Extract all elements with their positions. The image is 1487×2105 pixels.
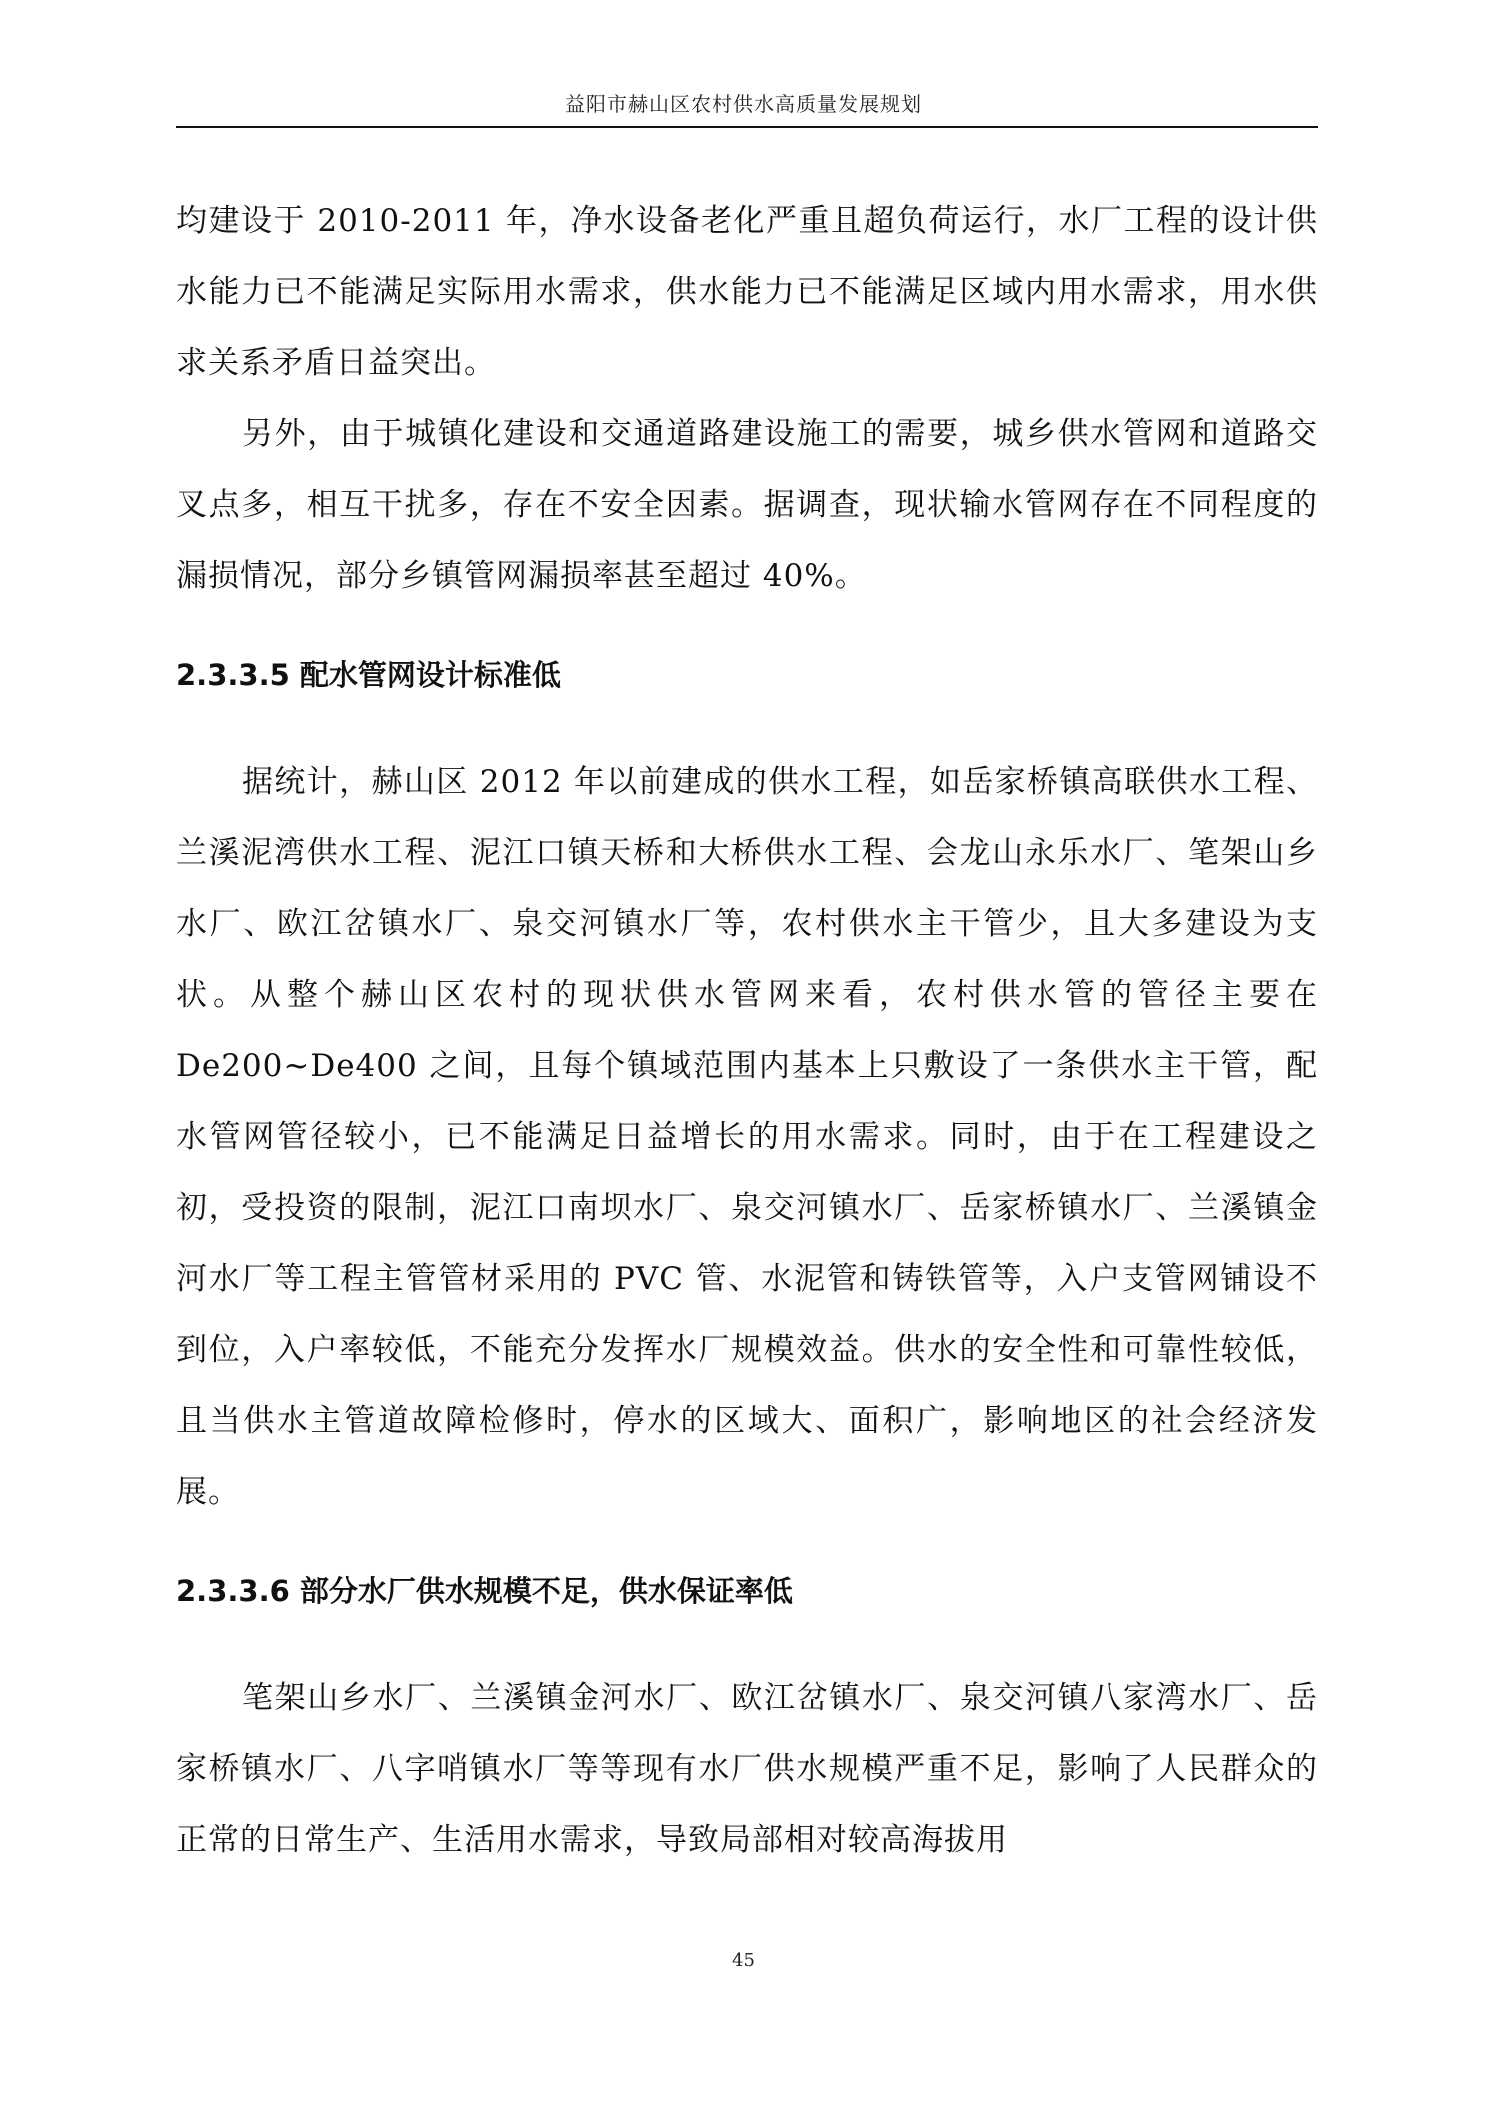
paragraph-pipe-network-safety: 另外，由于城镇化建设和交通道路建设施工的需要，城乡供水管网和道路交叉点多，相互干扰多，存在不安全因素。据调查，现状输水管网存在不同程度的漏损情况，部分乡镇管网漏损率甚至超过 40%。 xyxy=(176,416,1318,594)
paragraph-plant-capacity: 笔架山乡水厂、兰溪镇金河水厂、欧江岔镇水厂、泉交河镇八家湾水厂、岳家桥镇水厂、八字哨镇水厂等等现有水厂供水规模严重不足，影响了人民群众的正常的日常生产、生活用水需求，导致局部相对较高海拔用 xyxy=(176,1680,1318,1858)
paragraph-continued: 均建设于 2010-2011 年，净水设备老化严重且超负荷运行，水厂工程的设计供水能力已不能满足实际用水需求，供水能力已不能满足区域内用水需求，用水供求关系矛盾日益突出。 xyxy=(176,203,1318,381)
section-heading-2335: 2.3.3.5 配水管网设计标准低 xyxy=(176,658,561,692)
section-heading-2336: 2.3.3.6 部分水厂供水规模不足，供水保证率低 xyxy=(176,1574,793,1608)
running-header-title: 益阳市赫山区农村供水高质量发展规划 xyxy=(565,92,922,116)
page-number: 45 xyxy=(732,1950,755,1971)
page-body xyxy=(176,186,1318,1876)
header-divider xyxy=(176,126,1318,128)
paragraph-distribution-network: 据统计，赫山区 2012 年以前建成的供水工程，如岳家桥镇高联供水工程、兰溪泥湾供水工程、泥江口镇天桥和大桥供水工程、会龙山永乐水厂、笔架山乡水厂、欧江岔镇水厂、泉交河镇水厂等，农村供水主干管少，且大多建设为支状。从整个赫山区农村的现状供水管网来看，农村供水管的管径主要在 De200~De400 之间，且每个镇域范围内基本上只敷设了一条供水主干管，配水管网管径较小，已不能满足日益增长的用水需求。同时，由于在工程建设之初，受投资的限制，泥江口南坝水厂、泉交河镇水厂、岳家桥镇水厂、兰溪镇金河水厂等工程主管管材采用的 PVC 管、水泥管和铸铁管等，入户支管网铺设不到位，入户率较低，不能充分发挥水厂规模效益。供水的安全性和可靠性较低，且当供水主管道故障检修时，停水的区域大、面积广，影响地区的社会经济发展。 xyxy=(176,764,1318,1510)
